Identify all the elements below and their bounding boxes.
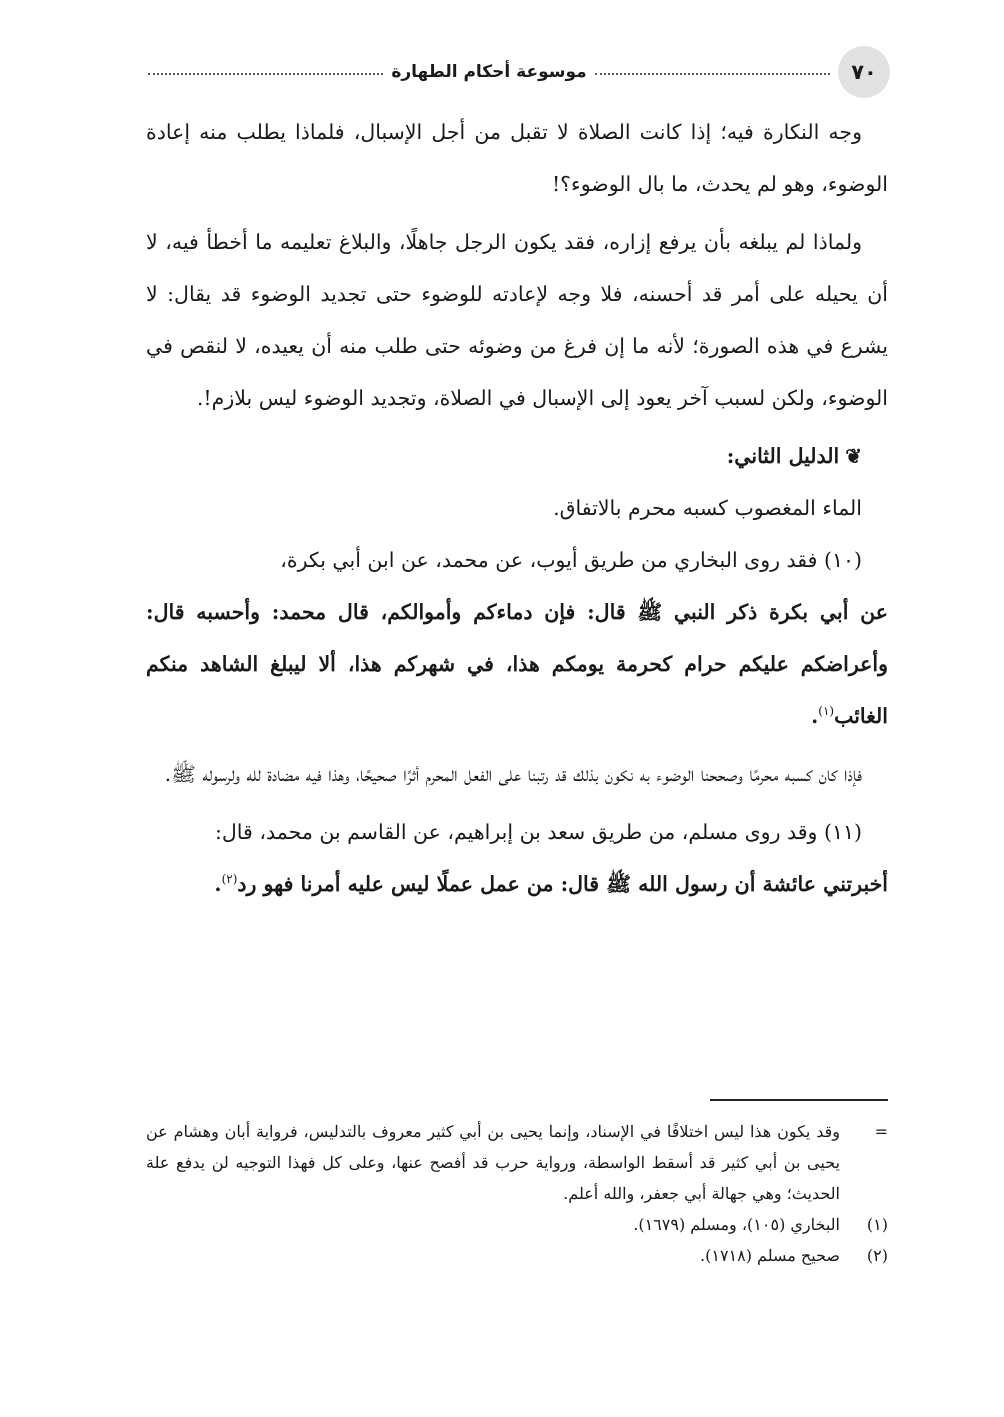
paragraph-6: (١١) وقد روى مسلم، من طريق سعد بن إبراهيم، عن القاسم بن محمد، قال: [215,820,862,844]
footnote-mark: (٢) [866,1246,888,1265]
footnote-mark: (١) [866,1215,888,1234]
footnote-mark: = [874,1122,888,1141]
page-header [140,46,890,98]
hadith-1-text: عن أبي بكرة ذكر النبي ﷺ قال: فإن دماءكم وأموالكم، قال محمد: وأحسبه قال: وأعراضكم عليكم حرام كحرمة يومكم هذا، في شهركم هذا، ألا ليبلغ الشاهد منكم الغائب [146,600,888,728]
section-heading [146,430,888,482]
running-title: موسوعة أحكام الطهارة [391,62,587,82]
footnote-item [146,1209,888,1240]
paragraph-2: ولماذا لم يبلغه بأن يرفع إزاره، فقد يكون الرجل جاهلًا، والبلاغ تعليمه ما أخطأ فيه، لا أن يحيله على أمر قد أحسنه، فلا وجه لإعادته للوضوء حتى تجديد الوضوء قد يقال: لا يشرع في هذه الصورة؛ لأنه ما إن فرغ من وضوئه حتى طلب منه أن يعيده، لا لنقص في الوضوء، ولكن لسبب آخر يعود إلى الإسبال في الصلاة، وتجديد الوضوء ليس بلازم!. [146,230,888,410]
heading-text: الدليل الثاني: [726,444,840,468]
footnote-separator [710,1099,888,1101]
header-dots-right [595,73,830,75]
hadith-2-text: أخبرتني عائشة أن رسول الله ﷺ قال: من عمل عملًا ليس عليه أمرنا فهو رد [237,872,888,896]
footnote-text: وقد يكون هذا ليس اختلافًا في الإسناد، وإنما يحيى بن أبي كثير معروف بالتدليس، فرواية أبان وهشام عن يحيى بن أبي كثير قد أسقط الواسطة، ورواية حرب قد أفصح عنها، وعلى كل فهذا التوجيه لن يدفع علة الحديث؛ وهي جهالة أبي جعفر، والله أعلم. [146,1122,841,1203]
hadith-1 [146,586,888,742]
paragraph-3: الماء المغصوب كسبه محرم بالاتفاق. [553,496,862,520]
hadith-2 [146,858,888,910]
hadith-2-end: . [214,872,222,896]
footnote-item [146,1240,888,1271]
header-dots-left [148,73,383,75]
paragraph-5: فإذا كان كسبه محرمًا وصححنا الوضوء به نكون بذلك قد رتبنا على الفعل المحرم أثرًا صحيحًا، وهذا فيه مضادة لله ولرسوله ﷺ. [164,762,862,786]
footnote-text: صحيح مسلم (١٧١٨). [700,1246,840,1265]
page-number: ٧٠ [838,46,890,98]
paragraph-1: وجه النكارة فيه؛ إذا كانت الصلاة لا تقبل من أجل الإسبال، فلماذا يطلب منه إعادة الوضوء، وهو لم يحدث، ما بال الوضوء؟! [146,120,888,196]
main-text [146,106,888,910]
leaf-icon: ❦ [845,444,862,468]
footnotes [146,1116,888,1271]
hadith-1-end: . [811,704,819,728]
footnote-ref-2[interactable]: (٢) [221,872,238,887]
footnote-ref-1[interactable]: (١) [818,704,835,719]
paragraph-4: (١٠) فقد روى البخاري من طريق أيوب، عن محمد، عن ابن أبي بكرة، [280,548,862,572]
footnote-item [146,1116,888,1209]
footnote-text: البخاري (١٠٥)، ومسلم (١٦٧٩). [633,1215,840,1234]
